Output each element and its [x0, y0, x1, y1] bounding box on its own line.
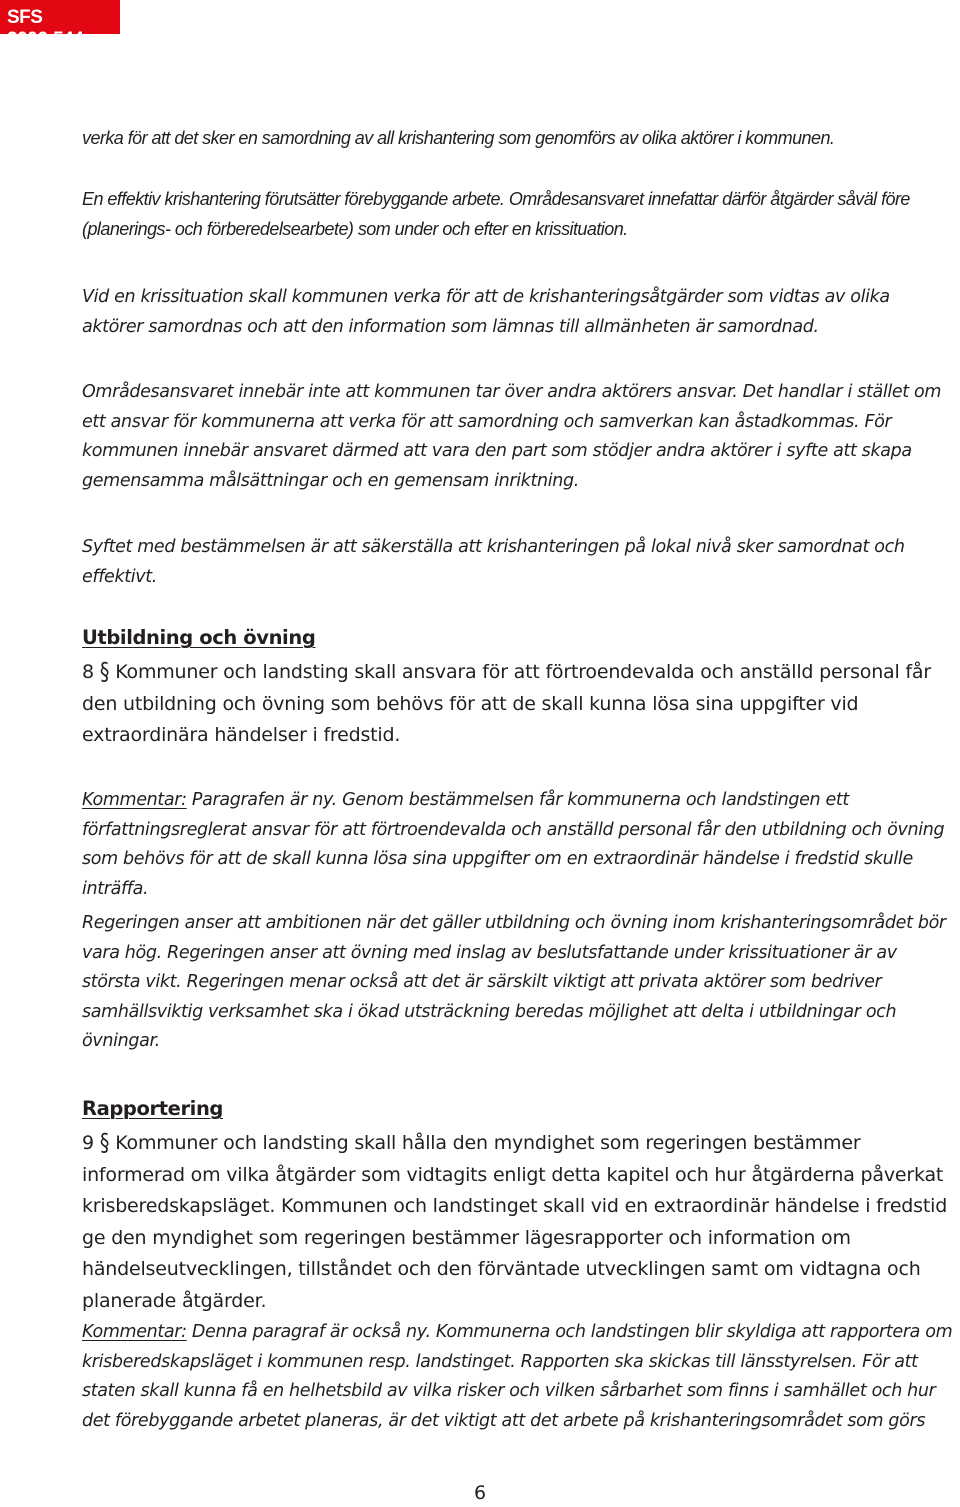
section-sign-icon: § [99, 658, 110, 686]
section-8-comment-label: Kommentar: [82, 790, 187, 810]
page-number: 6 [473, 1482, 487, 1504]
paragraph-4: Områdesansvaret innebär inte att kommunen tar över andra aktörers ansvar. Det handlar i stället om ett ansvar för kommunerna att verka för att samordning och samverkan kan åstadkommas. För kommunen innebär ansvaret därmed att vara den part som stödjer andra aktörer i syfte att skapa gemensamma målsättningar och en gemensam inriktning. [82, 382, 942, 491]
section-8-comment-text: Paragrafen är ny. Genom bestämmelsen får kommunerna och landstingen ett författningsreglerat ansvar för att förtroendevalda och anställd personal får den utbildning och övning som behövs för att de skall kunna lösa sina uppgifter om en extraordinär händelse i fredstid skulle inträffa. [82, 790, 945, 899]
paragraph-2: En effektiv krishantering förutsätter förebyggande arbete. Områdesansvaret innefattar därför åtgärder såväl före (planerings- och förberedelsearbete) som under och efter en krissituation. [82, 189, 910, 239]
document-reference: SFS 2006:544 [7, 7, 84, 50]
section-9-comment-label: Kommentar: [82, 1322, 187, 1342]
section-9-provision: Kommuner och landsting skall hålla den myndighet som regeringen bestämmer informerad om vilka åtgärder som vidtagits enligt detta kapitel och hur åtgärderna påverkat krisberedskapsläget. Kommunen och landstinget skall vid en extraordinär händelse i fredstid ge den myndighet som regeringen bestämmer lägesrapporter och information om händelseutvecklingen, tillståndet och den förväntade utvecklingen samt om vidtagna och planerade åtgärder. [82, 1132, 948, 1312]
document-reference-tag [0, 0, 120, 50]
section-9-comment-text: Denna paragraf är också ny. Kommunerna och landstingen blir skyldiga att rapportera om krisberedskapsläget i kommunen resp. landstinget. Rapporten ska skickas till länsstyrelsen. För att staten skall kunna få en helhetsbild av vilka risker och vilken sårbarhet som finns i samhället och hur det förebyggande arbetet planeras, är det viktigt att det arbete på krishanteringsområdet som görs [82, 1322, 953, 1431]
section-sign-icon: § [99, 1129, 110, 1157]
section-9-heading: Rapportering [82, 1097, 223, 1120]
section-9-comment [82, 1318, 955, 1436]
paragraph-3: Vid en krissituation skall kommunen verka för att de krishanteringsåtgärder som vidtas av olika aktörer samordnas och att den information som lämnas till allmänheten är samordnad. [82, 287, 890, 337]
section-9-number: 9 [82, 1132, 94, 1154]
section-8-comment [82, 786, 955, 904]
section-8-heading: Utbildning och övning [82, 626, 316, 649]
section-8-comment-continued: Regeringen anser att ambitionen när det gäller utbildning och övning inom krishanteringsområdet bör vara hög. Regeringen anser att övning med inslag av beslutsfattande under krissituationer är av största vikt. Regeringen menar också att det är särskilt viktigt att privata aktörer som bedriver samhällsviktig verksamhet ska i ökad utsträckning beredas möjlighet att delta i utbildningar och övningar. [82, 913, 946, 1051]
section-8-law-text [82, 657, 955, 752]
section-8-number: 8 [82, 661, 94, 683]
paragraph-1: verka för att det sker en samordning av all krishantering som genomförs av olika aktörer i kommunen. [82, 128, 835, 148]
section-8-provision: Kommuner och landsting skall ansvara för att förtroendevalda och anställd personal får den utbildning och övning som behövs för att de skall kunna lösa sina uppgifter vid extraordinära händelser i fredstid. [82, 661, 931, 746]
section-9-law-text [82, 1128, 955, 1317]
paragraph-5: Syftet med bestämmelsen är att säkerställa att krishanteringen på lokal nivå sker samordnat och effektivt. [82, 537, 905, 587]
